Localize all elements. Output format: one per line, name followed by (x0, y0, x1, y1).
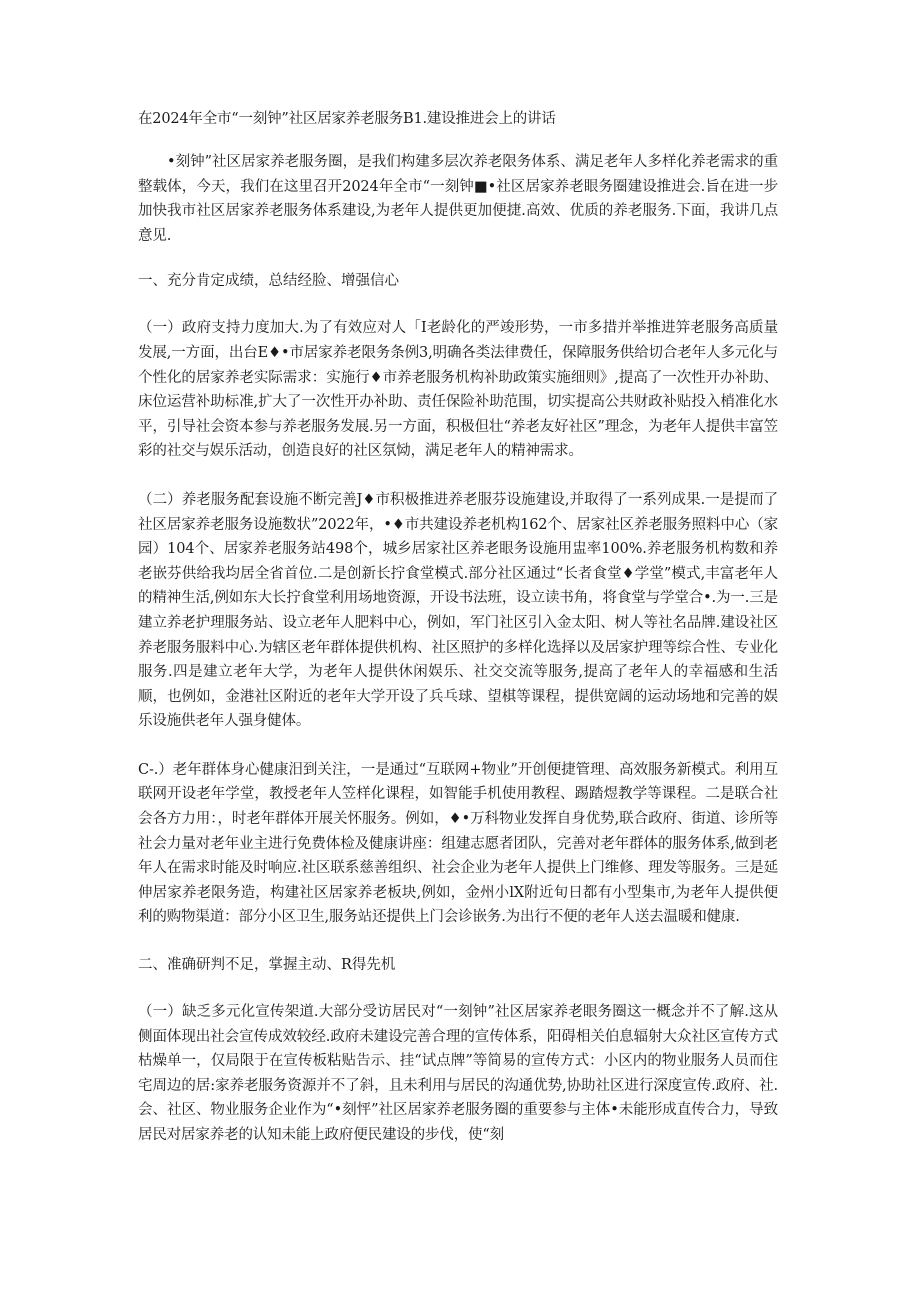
intro-paragraph: •刻钟”社区居家养老服务圈，是我们构建多层次养老限务体系、满足老年人多样化养老需求的重整载体，今天，我们在这里召开2024年全市“一刻钟■•社区居家养老眼务圈建设推进会.旨在进一步加快我市社区居家养老服务体系建设,为老年人提供更加便捷.高效、优质的养老服务.下面，我讲几点意见. (138, 154, 778, 244)
section-1-paragraph-2: （二）养老服务配套设施不断完善J♦市积极推进养老服芬设施建设,并取得了一系列成果.一是提而了社区居家养老服务设施数状”2022年，•♦市共建设养老机构162个、居家社区养老服务照料中心（家园）104个、居家养老服务站498个，城乡居家社区养老眼务设施用盅率100%.养老服务机构数和养老嵌芬供给我均居全省首位.二是创新长拧食堂模式.部分社区通过“长者食堂♦学堂”模式,丰富老年人的精神生活,例如东大长拧食堂利用场地资源，开设书法班，设立读书角，将食堂与学堂合•.为一.三是建立养老护理服务站、设立老年人肥料中心，例如，军门社区引入金太阳、树人等社名品牌.建设社区养老服务服料中心.为辖区老年群体提供机构、社区照护的多样化选择以及居家护理等综合性、专业化服务.四是建立老年大学，为老年人提供休闲娱乐、社交交流等服务,提高了老年人的幸福感和生活顺，也例如，金港社区附近的老年大学开设了兵乓球、望棋等课程，提供宽阔的运动场地和完善的娱乐设施供老年人强身健体。 (138, 491, 778, 730)
section-1-paragraph-3: C-.）老年群体身心健康汨到关注，一是通过“互联网+物业”开创便捷管理、高效服务新模式。利用互联网开设老年学堂，教授老年人笠样化课程，如智能手机使用教程、踢踏煜教学等课程。二是联合社会各方力用：，时老年群体开展关怀服务。例如，♦•万科物业发挥自身优势,联合政府、街道、诊所等社会力量对老年业主进行免费体检及健康讲座：组建志愿者团队，完善对老年群体的服务体系,做到老年人在需求时能及时响应.社区联系慈善组织、社会企业为老年人提供上门维修、理发等服务。三是延伸居家养老限务造，构建社区居家养老板块,例如，金州小lX附近旬日都有小型集市,为老年人提供便利的购物渠道：部分小区卫生,服务站还提供上门会诊嵌务.为出行不便的老年人送去温暖和健康. (138, 761, 778, 926)
section-1-heading: 一、充分肯定成绩，总结经脸、增强信心 (138, 273, 399, 290)
section-2-heading: 二、准确研判不足，掌握主动、R得先机 (138, 957, 396, 974)
document-page (138, 108, 778, 1172)
section-2-paragraph-1: （一）缺乏多元化宣传架道.大部分受访居民对“一刻钟”社区居家养老眼务圈这一概念并不了解.这从侧面体现出社会宣传成效较经.政府未建设完善合理的宣传体系，阳碍相关伯息辐射大众社区宣传方式枯燥单一，仅局限于在宣传板粘贴告示、挂“试点牌”等简易的宣传方式：小区内的物业服务人员而住宅周边的居:家养老服务资源并不了斜，且未利用与居民的沟通优势,协助社区进行深度宣传.政府、社.会、社区、物业服务企业作为“•刻怦”社区居家养老服务圈的重要参与主体•未能形成直传合力，导致居民对居家养老的认知未能上政府便民建设的步伐，使“刻 (138, 1004, 778, 1143)
section-1-paragraph-1: （一）政府支持力度加大.为了有效应对人「I老龄化的严竣形势，一市多措并举推进笄老服务高质量发展,一方面，出台E♦•市居家养老限务条例3,明确各类法律费任，保障服务供给切合老年人多元化与个性化的居家养老实际需求：实施行♦市养老服务机构补助政策实施细则》,提高了一次性开办补助、床位运营补助标准,扩大了一次性开办补助、责任保险补助范围，切实提高公共财政补贴投入梢准化水平，引导社会资本参与养老服务发展.另一方面，积极但壮“养老友好社区”理念，为老年人提供丰富笠彩的社交与娱乐活动，创造良好的社区氛恸，满足老年人的精神需求。 (138, 320, 778, 460)
document-title: 在2024年全市“一刻钟”社区居家养老服务B1.建设推进会上的讲话 (138, 111, 556, 127)
